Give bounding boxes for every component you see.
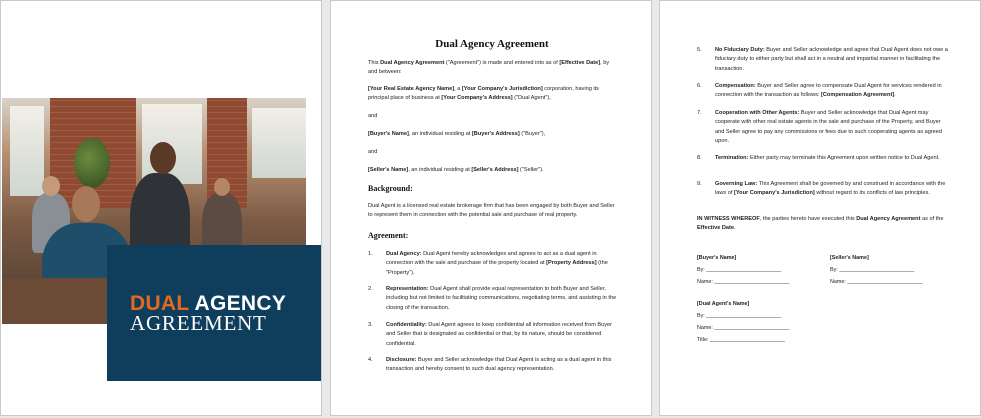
- party-buyer: [Buyer's Name], an individual residing at [Buyer's Address] ("Buyer"),: [368, 131, 546, 137]
- seller-signature-block: [830, 252, 950, 288]
- cover-page: [0, 0, 322, 416]
- and-separator: and: [368, 113, 378, 119]
- agent-name-line: Name: _________________________: [697, 325, 790, 331]
- seller-by-line: By: _________________________: [830, 267, 915, 273]
- intro-paragraph: This Dual Agency Agreement ("Agreement") is made and entered into as of [Effective Date], by and between:: [368, 60, 610, 76]
- cover-title-word2: AGENCY: [194, 292, 287, 315]
- document-title: Dual Agency Agreement: [435, 38, 549, 50]
- buyer-name-label: [Buyer's Name]: [697, 255, 737, 261]
- agreement-heading: Agreement:: [368, 231, 409, 240]
- and-separator: and: [368, 149, 378, 155]
- cover-subtitle: AGREEMENT: [130, 311, 267, 335]
- agent-by-line: By: _________________________: [697, 313, 782, 319]
- buyer-name-line: Name: _________________________: [697, 279, 790, 285]
- agreement-page-1: Dual Agency Agreement This Dual Agency Agreement ("Agreement") is made and entered into as of [Effective Date], by and between: [Your Real Estate Agency Name], a [Your Company's Jurisdiction] corporation, having its principal place of business at [Your Company's Address] ("Dual Agent"), and [Buyer's Name], an individual residing at [Buyer's Address] ("Buyer"), and [Seller's Name], an individual residing at [Seller's Address] ("Seller"). Background: Dual Agent is a licensed real estate brokerage firm that has been engaged by both Buyer and Seller to represent them in connection with the potential sale and purchase of real property. Agreement: 1. Dual Agency: Dual Agent hereby acknowledges and agrees to act as a dual agent in connection with the sale and purchase of the property located at [Property Address] (the "Property"). 2. Representation: Dual Agent shall provide equal representation to both Buyer and Seller, including but not limited to facilitating communications, negotiating terms, and assisting in the closing of the transaction. 3. Confidentiality: Dual Agent agrees to keep confidential all information received from Buyer and Seller that is designated as confidential or that, by its nature, should be considered confidential. 4. Disclosure: Buyer and Seller acknowledge that Dual Agent is acting as a dual agent in this transaction and hereby consent to such dual agency representation.: [330, 0, 652, 416]
- party-seller: [Seller's Name], an individual residing at [Seller's Address] ("Seller").: [368, 167, 544, 173]
- agent-title-line: Title: _________________________: [697, 337, 785, 343]
- agent-name-label: [Dual Agent's Name]: [697, 301, 750, 307]
- buyer-by-line: By: _________________________: [697, 267, 782, 273]
- cover-title-word1: DUAL: [130, 292, 190, 315]
- buyer-signature-block: [697, 252, 817, 288]
- seller-name-label: [Seller's Name]: [830, 255, 869, 261]
- agent-signature-block: [697, 298, 827, 346]
- seller-name-line: Name: _________________________: [830, 279, 923, 285]
- party-dual-agent: [Your Real Estate Agency Name], a [Your Company's Jurisdiction] corporation, having its principal place of business at [Your Company's Address] ("Dual Agent"),: [368, 86, 599, 102]
- background-paragraph: Dual Agent is a licensed real estate brokerage firm that has been engaged by both Buyer and Seller to represent them in connection with the potential sale and purchase of real property.: [368, 203, 615, 219]
- witness-paragraph: IN WITNESS WHEREOF, the parties hereto have executed this Dual Agency Agreement as of the Effective Date.: [697, 216, 944, 232]
- agreement-page-2: 5. No Fiduciary Duty: Buyer and Seller acknowledge and agree that Dual Agent does not owe a fiduciary duty to either party but shall act in a neutral and impartial manner in facilitating the transaction. 6. Compensation: Buyer and Seller agree to compensate Dual Agent for services rendered in connection with the transaction as follows: [Compensation Agreement]. 7. Cooperation with Other Agents: Buyer and Seller acknowledge that Dual Agent may cooperate with other real estate agents in the sale and purchase of the Property, and Buyer and Seller agree to pay any commissions or fees due to such cooperating agents as agreed upon. 8. Termination: Either party may terminate this Agreement upon written notice to Dual Agent. 9. Governing Law: This Agreement shall be governed by and construed in accordance with the laws of [Your Company's Jurisdiction] without regard to its conflicts of law principles. IN WITNESS WHEREOF, the parties hereto have executed this Dual Agency Agreement as of the Effective Date. [Buyer's Name] By: _________________________ Name: _________________________ [Seller's Name] By: _________________________ Name: _________________________ [Dual Agent's Name] By: _________________________ Name: _________________________ Title: _________________________: [659, 0, 981, 416]
- background-heading: Background:: [368, 184, 413, 193]
